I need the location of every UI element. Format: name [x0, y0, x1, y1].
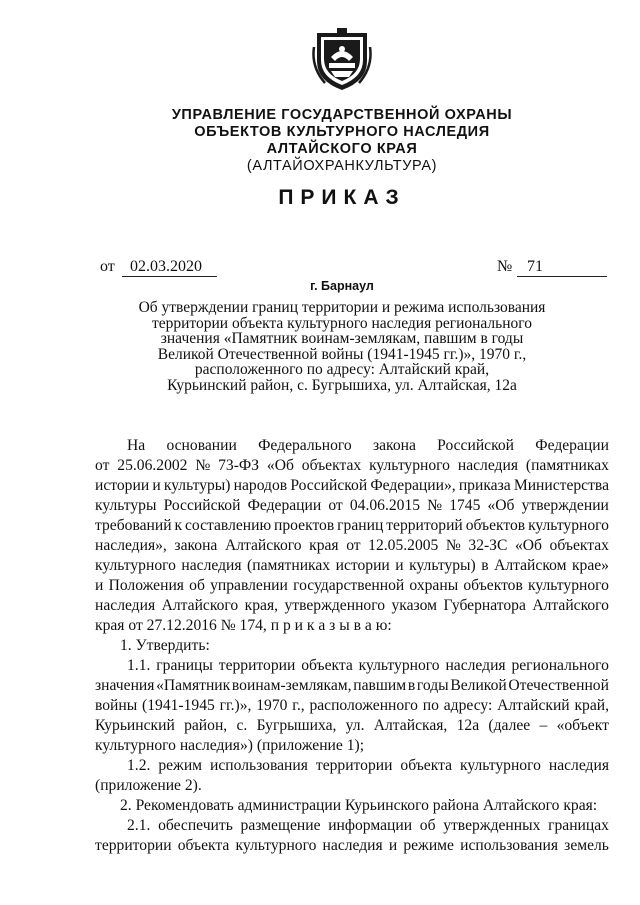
word: район,: [184, 717, 228, 734]
word: 25.06.2002: [117, 457, 188, 474]
word: Федерации»,: [370, 477, 456, 494]
word: объектах: [301, 457, 362, 474]
body-line: [95, 656, 609, 676]
word: наследия: [457, 457, 518, 474]
word: 1.2.: [127, 757, 151, 774]
body-line: [95, 816, 609, 836]
subject-line: территории объекта культурного наследия регионального: [151, 314, 533, 332]
word: Алтайская,: [373, 717, 448, 734]
order-body: [95, 436, 609, 856]
word: объектов: [463, 577, 523, 594]
body-line: [95, 756, 609, 776]
word: в: [407, 677, 416, 694]
body-line: края от 27.12.2016 № 174, п р и к а з ы в а ю:: [95, 617, 392, 634]
body-line: [95, 516, 609, 536]
body-line: [95, 576, 609, 596]
word: «Об: [487, 497, 515, 514]
number-underline: [517, 276, 607, 277]
subject-line: расположенного по адресу: Алтайский край,: [194, 361, 490, 378]
body-line: [95, 556, 609, 576]
word: культурного: [358, 657, 440, 674]
word: «объект: [556, 717, 609, 734]
word: наследия: [322, 837, 383, 854]
word: культуры): [409, 557, 476, 574]
word: Отечественной: [508, 677, 609, 694]
word: Курьинский: [95, 717, 175, 734]
word: границ: [337, 517, 384, 534]
word: земель: [564, 837, 609, 854]
word: истории: [335, 557, 390, 574]
word: Алтайском: [494, 557, 567, 574]
word: к: [174, 517, 183, 534]
word: Российской: [290, 477, 368, 494]
word: режиме: [403, 837, 454, 854]
document-type-title: ПРИКАЗ: [278, 186, 406, 209]
word: 1.1.: [127, 657, 151, 674]
word: наследия: [445, 657, 506, 674]
word: культуры): [163, 477, 231, 494]
word: (далее: [488, 717, 531, 734]
body-line: [95, 696, 609, 716]
word: в: [481, 557, 489, 574]
word: от: [328, 497, 343, 514]
word: наследия: [548, 757, 609, 774]
agency-line: АЛТАЙСКОГО КРАЯ: [266, 141, 418, 157]
word: (1941-1945: [142, 697, 215, 714]
word: утверждении: [521, 497, 609, 514]
word: объектах: [549, 537, 609, 554]
body-line: [95, 436, 609, 456]
word: проектов: [274, 517, 335, 534]
word: №: [427, 497, 443, 514]
subject-line: Курьинский район, с. Бугрышиха, ул. Алтайская, 12а: [167, 376, 517, 394]
body-line: 1. Утвердить:: [120, 637, 210, 654]
word: 32-ЗС: [468, 537, 508, 554]
word: информации: [328, 817, 413, 834]
body-line: [95, 476, 609, 496]
word: утвержденных: [443, 817, 541, 834]
word: войны: [95, 697, 138, 714]
word: На: [127, 437, 146, 454]
word: 12.05.2005: [368, 537, 439, 554]
word: границы: [156, 657, 213, 674]
word: Алтайского: [532, 597, 609, 614]
word: культурного: [95, 557, 176, 574]
date-underline: [122, 276, 217, 277]
word: Губернатора: [443, 597, 526, 614]
word: основании: [166, 437, 237, 454]
order-date: 02.03.2020: [130, 258, 202, 275]
word: годы: [416, 677, 449, 694]
word: наследия»,: [95, 537, 167, 554]
word: «Об: [514, 537, 542, 554]
word: г.,: [292, 697, 305, 714]
body-line: [95, 716, 609, 736]
word: объекта: [400, 757, 453, 774]
word: по: [422, 697, 439, 714]
word: наследия: [95, 597, 156, 614]
subject-line: Об утверждении границ территории и режима использования: [138, 299, 546, 316]
word: гг.)»,: [219, 697, 252, 714]
word: об: [189, 577, 205, 594]
word: «Об: [266, 457, 294, 474]
issuing-agency-name: [100, 107, 584, 175]
word: Российской: [437, 437, 515, 454]
word: значения: [95, 677, 155, 694]
agency-line: (АЛТАЙОХРАНКУЛЬТУРА): [246, 158, 438, 174]
agency-line: ОБЪЕКТОВ КУЛЬТУРНОГО НАСЛЕДИЯ: [194, 124, 490, 140]
word: адресу:: [443, 697, 493, 714]
word: 2.1.: [127, 817, 151, 834]
word: объекта: [301, 657, 353, 674]
altai-krai-coat-of-arms-emblem: [311, 27, 373, 93]
word: культуры: [95, 497, 157, 514]
word: и: [152, 477, 161, 494]
order-subject: [95, 300, 589, 393]
word: Великой: [450, 677, 507, 694]
subject-line: значения «Памятник воинам-землякам, павшим в годы: [160, 330, 524, 347]
word: Федерации: [535, 437, 609, 454]
word: Федерации: [247, 497, 322, 514]
subject-line: Великой Отечественной войны (1941-1945 гг.)», 1970 г.,: [157, 345, 527, 363]
number-prefix: №: [497, 258, 513, 275]
word: от: [346, 537, 361, 554]
word: об: [419, 817, 436, 834]
word: утвержденного: [284, 597, 386, 614]
word: границах: [548, 817, 609, 834]
word: крае»: [571, 557, 609, 574]
body-line: (приложение 2).: [95, 777, 202, 794]
word: №: [445, 537, 461, 554]
word: обеспечить: [158, 817, 233, 834]
body-line: [95, 596, 609, 616]
body-line: 2. Рекомендовать администрации Курьинского района Алтайского края:: [120, 797, 598, 814]
word: с.: [236, 717, 248, 734]
word: ул.: [345, 717, 365, 734]
word: Министерства: [513, 477, 609, 494]
word: Алтайский: [497, 697, 570, 714]
word: культурного: [369, 457, 450, 474]
word: 04.06.2015: [349, 497, 421, 514]
word: «Памятник: [156, 677, 231, 694]
word: указом: [391, 597, 437, 614]
word: –: [539, 717, 548, 734]
body-line: [95, 676, 609, 696]
body-line: [95, 456, 609, 476]
word: требований: [95, 517, 172, 534]
word: Федерального: [258, 437, 352, 454]
word: и: [388, 837, 398, 854]
word: истории: [95, 477, 150, 494]
word: и: [395, 557, 404, 574]
word: народов: [233, 477, 288, 494]
word: края,: [244, 597, 279, 614]
word: края: [309, 537, 339, 554]
city-name: г. Барнаул: [310, 279, 374, 293]
word: использования: [460, 837, 559, 854]
word: режим: [158, 757, 203, 774]
word: культурного: [459, 757, 541, 774]
word: закона: [174, 537, 218, 554]
date-prefix: от: [100, 258, 115, 275]
word: охраны: [409, 577, 459, 594]
word: наследия: [181, 557, 242, 574]
word: 12а: [456, 717, 480, 734]
word: Алтайского: [224, 537, 302, 554]
word: размещение: [240, 817, 321, 834]
word: Бугрышиха,: [256, 717, 337, 734]
word: приказа: [458, 477, 511, 494]
body-line: [95, 836, 609, 856]
word: регионального: [511, 657, 609, 674]
word: территории: [218, 657, 296, 674]
word: культурного: [235, 837, 317, 854]
word: объектов: [465, 517, 526, 534]
word: закона: [372, 437, 416, 454]
word: (памятниках: [247, 557, 331, 574]
word: культурного: [528, 517, 609, 534]
body-line: [95, 496, 609, 516]
word: управлении: [210, 577, 288, 594]
word: государственной: [293, 577, 405, 594]
word: использования: [210, 757, 308, 774]
word: №: [195, 457, 211, 474]
body-line: [95, 536, 609, 556]
body-line: культурного наследия») (приложение 1);: [95, 737, 365, 754]
word: территории: [95, 837, 172, 854]
word: культурного: [528, 577, 609, 594]
word: территорий: [386, 517, 463, 534]
word: объекта: [177, 837, 230, 854]
order-number: 71: [527, 258, 543, 275]
word: территории: [315, 757, 393, 774]
word: Положения: [108, 577, 184, 594]
word: павшим: [353, 677, 407, 694]
word: Российской: [163, 497, 241, 514]
word: (памятниках: [525, 457, 609, 474]
word: Алтайского: [161, 597, 239, 614]
agency-line: УПРАВЛЕНИЕ ГОСУДАРСТВЕННОЙ ОХРАНЫ: [171, 107, 513, 123]
word: составлению: [184, 517, 272, 534]
word: и: [95, 577, 104, 594]
word: расположенного: [309, 697, 418, 714]
word: 1745: [449, 497, 481, 514]
word: воинам-землякам,: [231, 677, 352, 694]
word: край,: [574, 697, 609, 714]
word: 73-ФЗ: [218, 457, 260, 474]
word: 1970: [256, 697, 288, 714]
word: от: [95, 457, 110, 474]
